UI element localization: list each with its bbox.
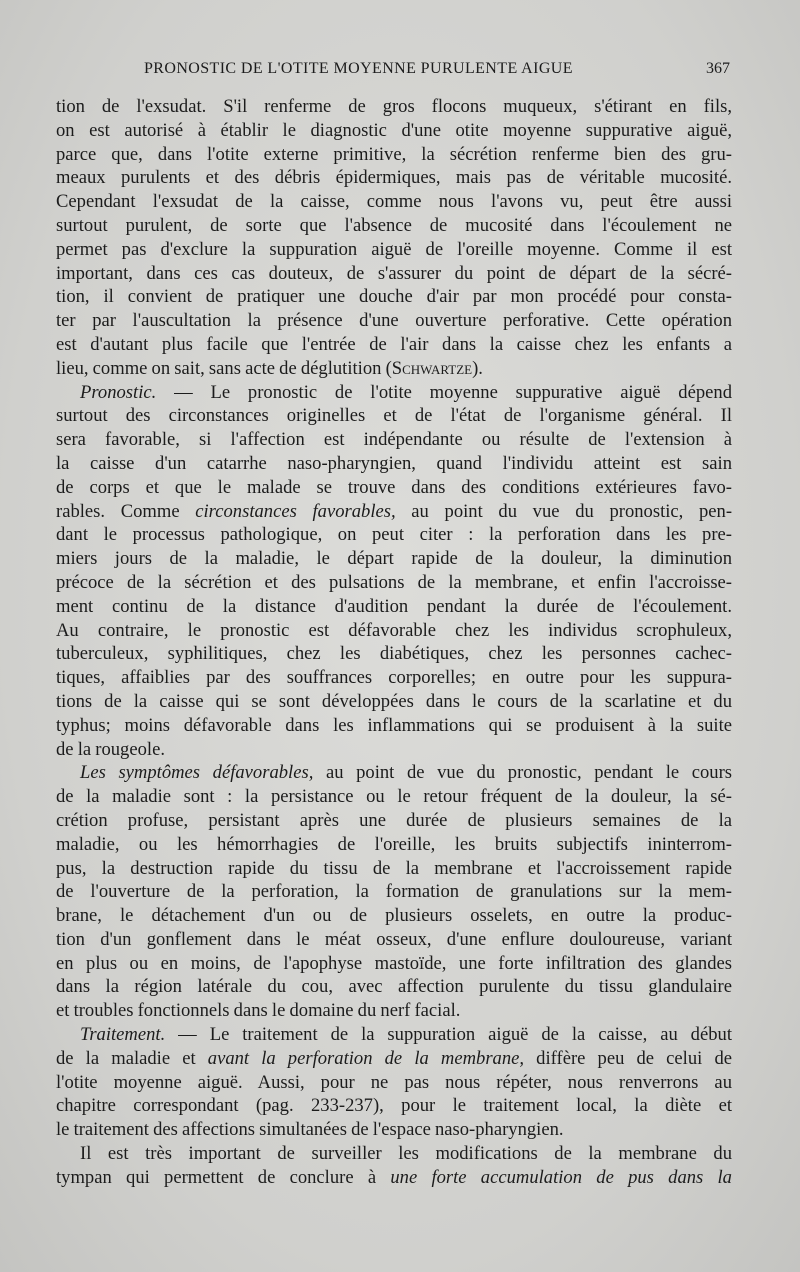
text-line bbox=[56, 500, 732, 524]
text-line bbox=[56, 523, 732, 547]
text-span: lieu, comme on sait, sans acte de déglutition ( bbox=[56, 357, 392, 379]
text-span: tympan qui permettent de conclure à bbox=[56, 1166, 391, 1188]
italic-text: Les symptômes défavorables, bbox=[80, 762, 314, 784]
text-span: ter par l'auscultation la présence d'une ouverture perforative. Cette opération bbox=[56, 310, 732, 332]
text-span: tiques, affaiblies par des souffrances corporelles; en outre pour les suppura- bbox=[56, 667, 732, 689]
text-span: important, dans ces cas douteux, de s'assurer du point de départ de la sécré- bbox=[56, 262, 732, 284]
text-span: chapitre correspondant (pag. 233-237), pour le traitement local, la diète et bbox=[56, 1095, 732, 1117]
text-line bbox=[56, 1166, 732, 1190]
text-line bbox=[56, 785, 732, 809]
text-line bbox=[56, 928, 732, 952]
text-span: sera favorable, si l'affection est indépendante ou résulte de l'extension à bbox=[56, 429, 732, 451]
text-line bbox=[56, 357, 732, 381]
text-line bbox=[56, 428, 732, 452]
text-line bbox=[56, 547, 732, 571]
italic-text: circonstances favorables, bbox=[195, 500, 396, 522]
text-span: crétion profuse, persistant après une durée de plusieurs semaines de la bbox=[56, 809, 732, 831]
text-line bbox=[56, 143, 732, 167]
text-line bbox=[56, 833, 732, 857]
text-span: tion de l'exsudat. S'il renferme de gros flocons muqueux, s'étirant en fils, bbox=[56, 96, 732, 117]
text-line bbox=[56, 333, 732, 357]
text-line bbox=[56, 1118, 732, 1142]
text-span: l'otite moyenne aiguë. Aussi, pour ne pas nous répéter, nous renverrons au bbox=[56, 1071, 732, 1093]
italic-text: une forte accumulation de pus dans la bbox=[390, 1166, 732, 1188]
text-span: au point de vue du pronostic, pendant le cours bbox=[313, 762, 732, 784]
text-span: tion d'un gonflement dans le méat osseux, d'une enflure douloureuse, variant bbox=[56, 928, 732, 950]
text-line bbox=[56, 238, 732, 262]
text-line bbox=[56, 1071, 732, 1095]
text-span: parce que, dans l'otite externe primitive, la sécrétion renferme bien des gru- bbox=[56, 143, 732, 165]
text-line bbox=[56, 738, 732, 762]
text-line bbox=[56, 285, 732, 309]
page-number: 367 bbox=[706, 60, 730, 77]
text-span: de la maladie et bbox=[56, 1047, 208, 1069]
text-span: on est autorisé à établir le diagnostic d'une otite moyenne suppurative aiguë, bbox=[56, 119, 732, 141]
text-span: tion, il convient de pratiquer une douche d'air par mon procédé pour consta- bbox=[56, 286, 732, 308]
running-title: PRONOSTIC DE L'OTITE MOYENNE PURULENTE AIGUE bbox=[144, 60, 573, 77]
small-caps-text: Schwartze bbox=[391, 357, 473, 379]
italic-text: avant la perforation de la membrane, bbox=[207, 1047, 525, 1069]
text-span: Cependant l'exsudat de la caisse, comme nous l'avons vu, peut être aussi bbox=[56, 191, 732, 213]
text-line bbox=[56, 666, 732, 690]
text-line bbox=[56, 1094, 732, 1118]
text-span: de la rougeole. bbox=[56, 738, 165, 760]
text-line bbox=[56, 975, 732, 999]
text-span: rables. Comme bbox=[56, 500, 196, 522]
text-span: tuberculeux, syphilitiques, chez les diabétiques, chez les personnes cachec- bbox=[56, 643, 732, 665]
text-span: et troubles fonctionnels dans le domaine du nerf facial. bbox=[56, 1000, 461, 1022]
text-span: diffère peu de celui de bbox=[524, 1047, 732, 1069]
text-span: brane, le détachement d'un ou de plusieurs osselets, en outre la produc- bbox=[56, 905, 732, 927]
text-line bbox=[56, 880, 732, 904]
text-span: dant le processus pathologique, on peut citer : la perforation dans les pre- bbox=[56, 524, 732, 546]
text-span: surtout des circonstances originelles et de l'état de l'organisme général. Il bbox=[56, 405, 732, 427]
text-span: ). bbox=[472, 357, 483, 379]
text-line bbox=[56, 262, 732, 286]
text-line bbox=[56, 714, 732, 738]
text-line bbox=[56, 952, 732, 976]
text-line bbox=[56, 595, 732, 619]
running-head bbox=[56, 60, 730, 86]
text-line bbox=[56, 190, 732, 214]
text-span: tions de la caisse qui se sont développées dans le cours de la scarlatine et du bbox=[56, 690, 732, 712]
text-span: typhus; moins défavorable dans les inflammations qui se produisent à la suite bbox=[56, 714, 732, 736]
text-span: Au contraire, le pronostic est défavorable chez les individus scrophuleux, bbox=[56, 619, 732, 641]
text-span: pus, la destruction rapide du tissu de la membrane et l'accroissement rapide bbox=[56, 857, 732, 879]
italic-text: Pronostic. bbox=[80, 381, 157, 403]
text-span: en plus ou en moins, de l'apophyse mastoïde, une forte infiltration des glandes bbox=[56, 952, 732, 974]
text-span: de la maladie sont : la persistance ou le retour fréquent de la douleur, la sé- bbox=[56, 786, 732, 808]
text-span: ment continu de la distance d'audition pendant la durée de l'écoulement. bbox=[56, 595, 732, 617]
text-span: maladie, ou les hémorrhagies de l'oreille, les bruits subjectifs ininterrom- bbox=[56, 833, 732, 855]
text-span: est d'autant plus facile que l'entrée de l'air dans la caisse chez les enfants a bbox=[56, 333, 732, 355]
text-line bbox=[56, 119, 732, 143]
text-line bbox=[56, 476, 732, 500]
text-line bbox=[56, 166, 732, 190]
text-span: précoce de la sécrétion et des pulsations de la membrane, et enfin l'accroisse- bbox=[56, 571, 732, 593]
text-line bbox=[56, 809, 732, 833]
text-line bbox=[56, 642, 732, 666]
italic-text: Traitement. bbox=[80, 1024, 166, 1046]
text-span: de corps et que le malade se trouve dans des conditions extérieures favo- bbox=[56, 476, 732, 498]
text-span: — Le pronostic de l'otite moyenne suppurative aiguë dépend bbox=[156, 381, 732, 403]
text-line bbox=[56, 904, 732, 928]
text-line bbox=[56, 761, 732, 785]
text-span: miers jours de la maladie, le départ rapide de la douleur, la diminution bbox=[56, 548, 732, 570]
text-span: — Le traitement de la suppuration aiguë de la caisse, au début bbox=[165, 1024, 732, 1046]
text-line bbox=[56, 1142, 732, 1166]
body-text bbox=[56, 95, 732, 1190]
text-span: au point du vue du pronostic, pen- bbox=[395, 500, 733, 522]
text-line bbox=[56, 95, 732, 119]
text-line bbox=[56, 452, 732, 476]
text-span: meaux purulents et des débris épidermiques, mais pas de véritable mucosité. bbox=[56, 167, 732, 189]
text-span: le traitement des affections simultanées de l'espace naso-pharyngien. bbox=[56, 1119, 564, 1141]
text-span: dans la région latérale du cou, avec affection purulente du tissu glandulaire bbox=[56, 976, 732, 998]
text-line bbox=[56, 571, 732, 595]
text-line bbox=[56, 1023, 732, 1047]
text-span: la caisse d'un catarrhe naso-pharyngien, quand l'individu atteint est sain bbox=[56, 452, 732, 474]
text-line bbox=[56, 381, 732, 405]
text-line bbox=[56, 619, 732, 643]
text-line bbox=[56, 214, 732, 238]
text-span: permet pas d'exclure la suppuration aiguë de l'oreille moyenne. Comme il est bbox=[56, 238, 732, 260]
text-span: Il est très important de surveiller les modifications de la membrane du bbox=[80, 1143, 732, 1165]
text-line bbox=[56, 857, 732, 881]
text-line bbox=[56, 309, 732, 333]
text-line bbox=[56, 1047, 732, 1071]
text-line bbox=[56, 690, 732, 714]
text-span: surtout purulent, de sorte que l'absence de mucosité dans l'écoulement ne bbox=[56, 214, 732, 236]
text-span: de l'ouverture de la perforation, la formation de granulations sur la mem- bbox=[56, 881, 732, 903]
text-line bbox=[56, 999, 732, 1023]
text-line bbox=[56, 404, 732, 428]
